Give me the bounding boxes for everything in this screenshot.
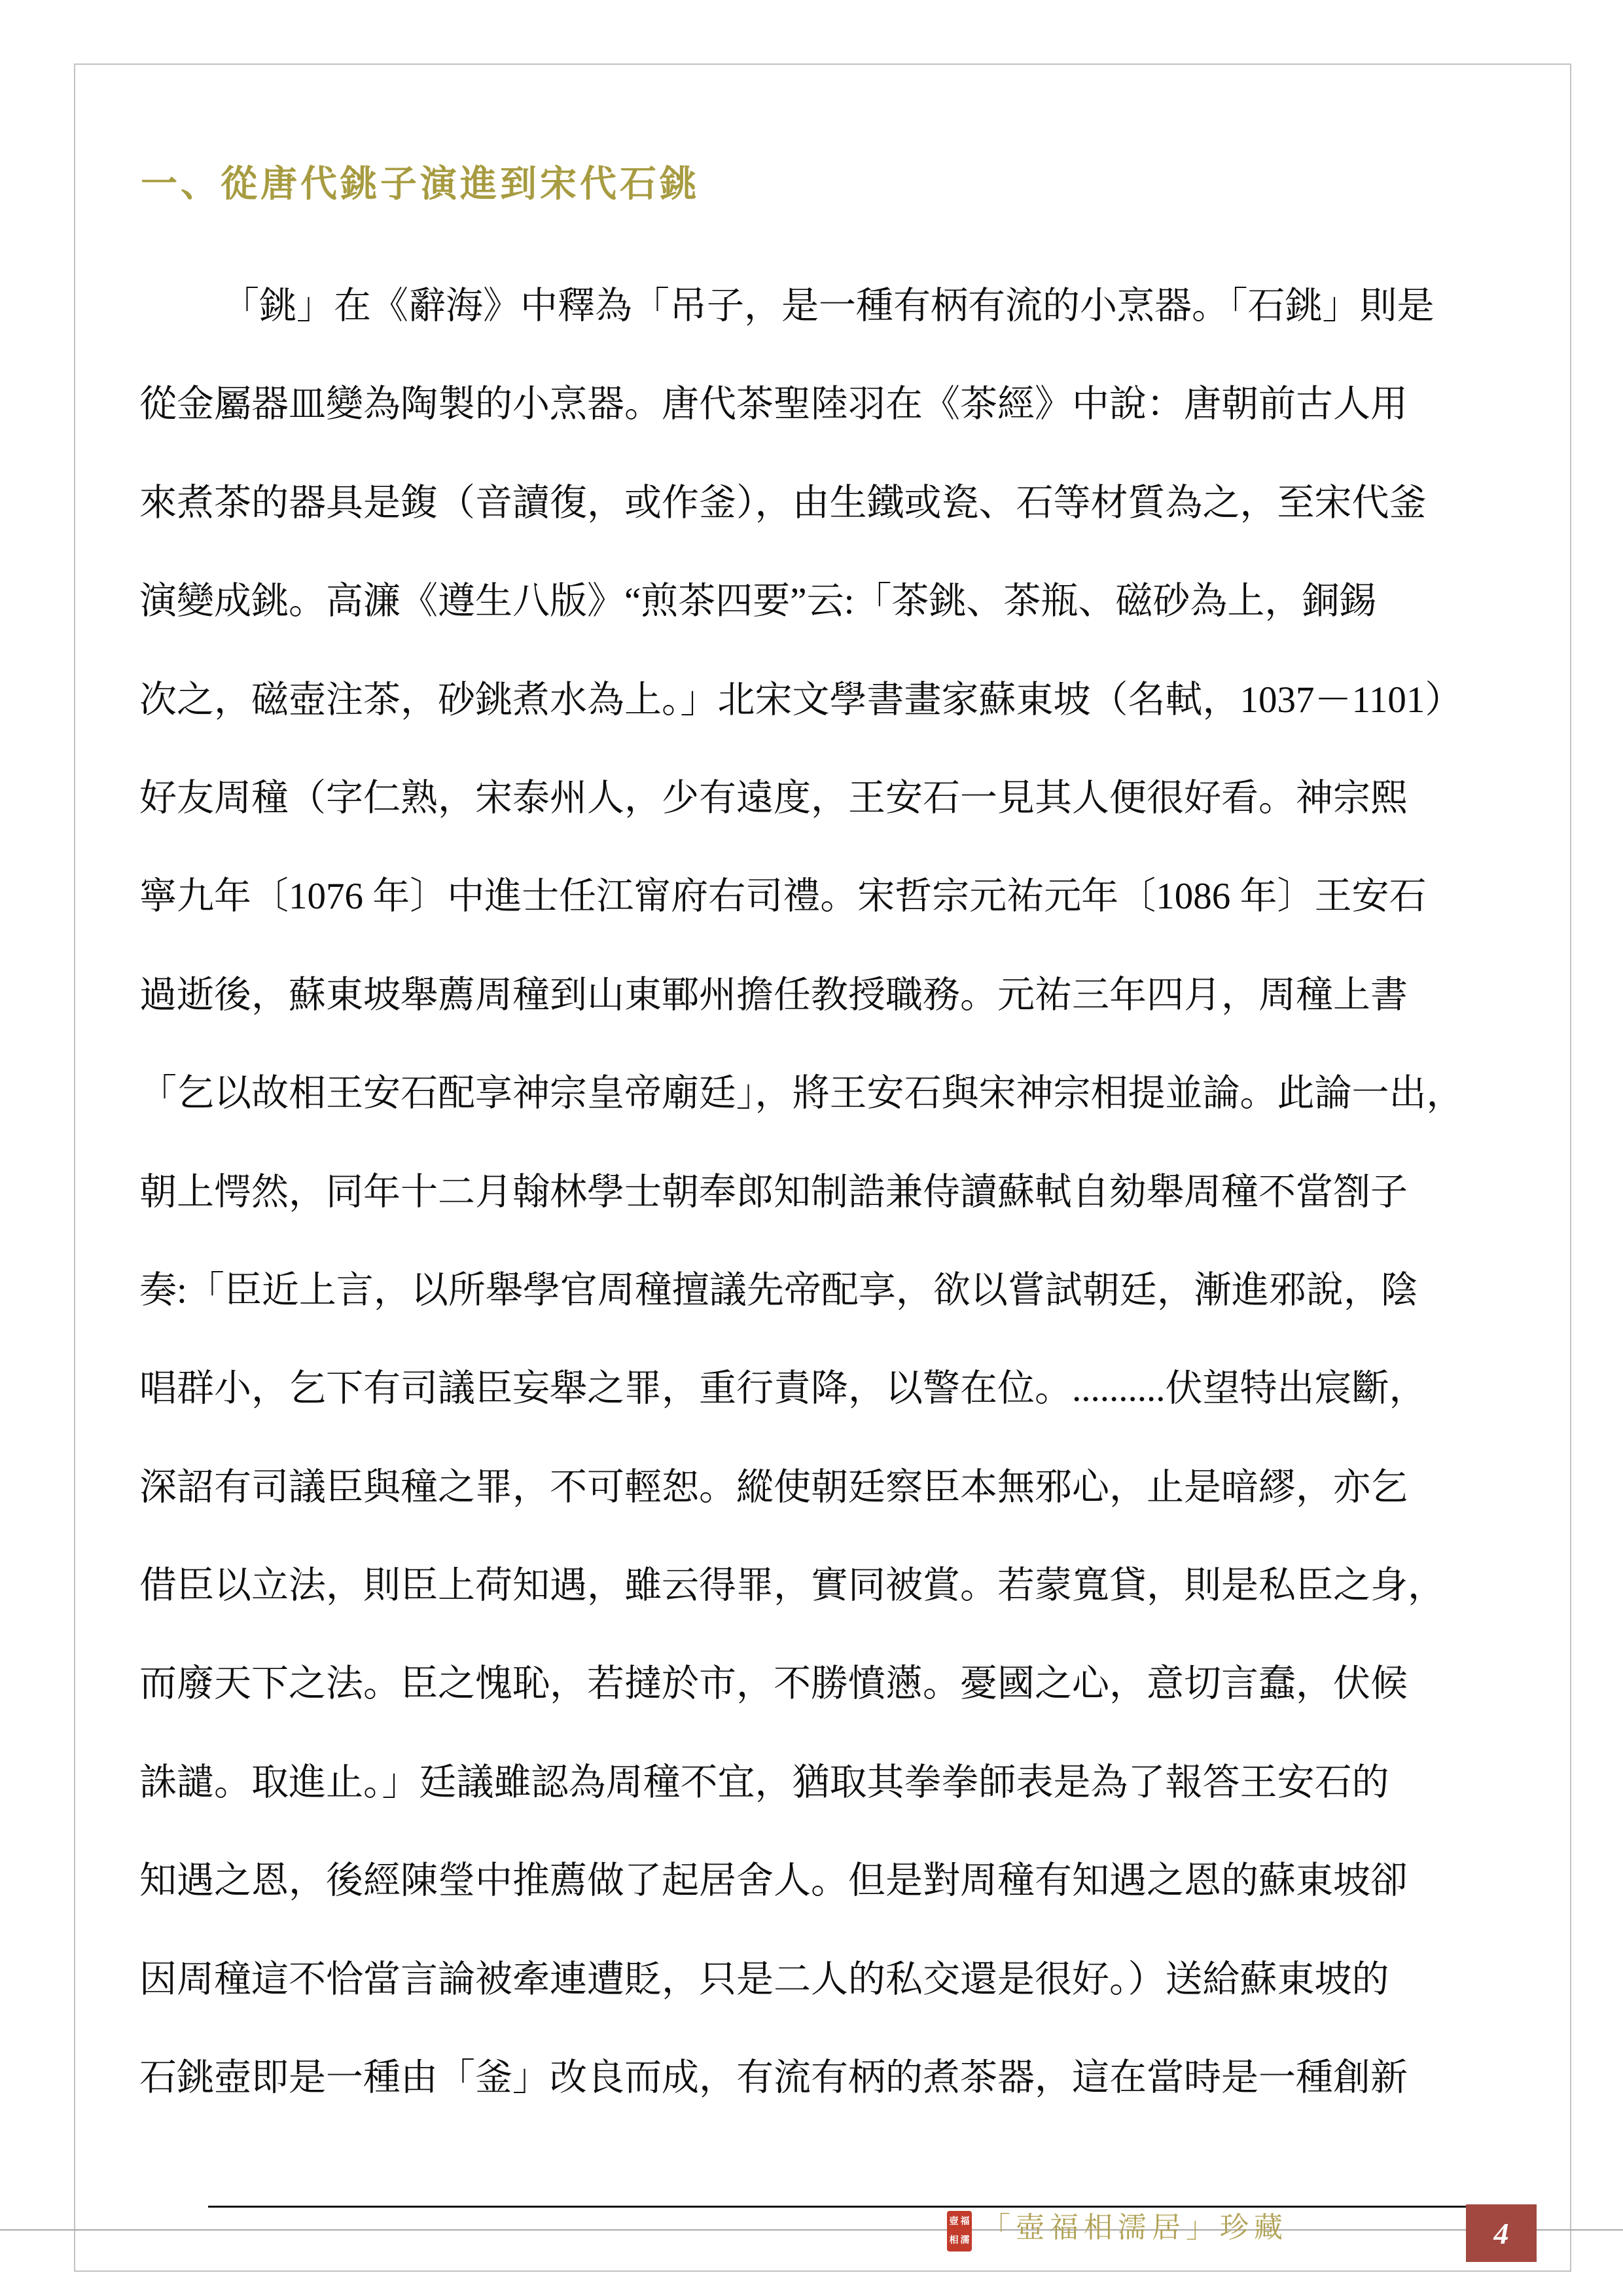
section-heading: 一、從唐代銚子演進到宋代石銚 — [141, 164, 700, 205]
body-line: 奏:「臣近上言，以所舉學官周穜擅議先帝配享，欲以嘗試朝廷，漸進邪說，陰 — [139, 1269, 1418, 1311]
body-line: 而廢天下之法。臣之愧恥，若撻於市，不勝憤懣。憂國之心，意切言蠢，伏候 — [139, 1663, 1408, 1705]
body-line: 借臣以立法，則臣上荷知遇，雖云得罪，實同被賞。若蒙寬貸，則是私臣之身， — [139, 1565, 1445, 1607]
footer-caption: 「壺福相濡居」珍藏 — [982, 2212, 1288, 2244]
body-line: 「乞以故相王安石配享神宗皇帝廟廷」，將王安石與宋神宗相提並論。此論一出， — [139, 1073, 1464, 1115]
page-number: 4 — [1493, 2216, 1509, 2250]
body-line: 因周穜這不恰當言論被牽連遭貶，只是二人的私交還是很好。）送給蘇東坡的 — [139, 1958, 1389, 2000]
body-line: 寧九年〔1076 年〕中進士任江甯府右司禮。宋哲宗元祐元年〔1086 年〕王安石 — [139, 876, 1427, 918]
body-line: 演變成銚。高濂《遵生八版》“煎茶四要”云:「茶銚、茶瓶、磁砂為上，銅錫 — [139, 581, 1377, 622]
body-line: 來煮茶的器具是鍑（音讀復，或作釜），由生鐵或瓷、石等材質為之，至宋代釜 — [139, 482, 1427, 524]
body-line: 朝上愕然，同年十二月翰林學士朝奉郎知制誥兼侍讀蘇軾自劾舉周穜不當劄子 — [139, 1171, 1408, 1213]
body-line: 「銚」在《辭海》中釋為「吊子，是一種有柄有流的小烹器。「石銚」則是 — [222, 285, 1435, 327]
body-line: 知遇之恩，後經陳瑩中推薦做了起居舍人。但是對周穜有知遇之恩的蘇東坡卻 — [139, 1860, 1408, 1902]
body-line: 石銚壺即是一種由「釜」改良而成，有流有柄的煮茶器，這在當時是一種創新 — [139, 2057, 1408, 2099]
body-line: 好友周穜（字仁熟，宋泰州人，少有遠度，王安石一見其人便很好看。神宗熙 — [139, 777, 1408, 819]
body-line: 唱群小，乞下有司議臣妄舉之罪，重行責降，以警在位。..........伏望特出宸斷， — [139, 1368, 1427, 1410]
body-line: 次之，磁壺注茶，砂銚煮水為上。」北宋文學書畫家蘇東坡（名軾，1037－1101） — [139, 679, 1463, 721]
seal-char: 濡 — [960, 2235, 970, 2246]
body-text — [139, 257, 1494, 2127]
collection-seal-icon — [947, 2211, 972, 2251]
seal-char: 福 — [960, 2216, 970, 2227]
seal-char: 相 — [949, 2235, 959, 2246]
footer-rule-black — [208, 2206, 1537, 2208]
body-line: 深詔有司議臣與穜之罪，不可輕恕。縱使朝廷察臣本無邪心，止是暗繆，亦乞 — [139, 1466, 1408, 1508]
seal-char: 壺 — [949, 2216, 959, 2227]
footer-rule-gray — [0, 2229, 1623, 2231]
body-line: 誅譴。取進止。」廷議雖認為周穜不宜，猶取其拳拳師表是為了報答王安石的 — [139, 1761, 1389, 1803]
page-number-badge — [1466, 2204, 1537, 2262]
body-line: 從金屬器皿變為陶製的小烹器。唐代茶聖陸羽在《茶經》中說：唐朝前古人用 — [139, 384, 1408, 425]
body-line: 過逝後，蘇東坡舉薦周穜到山東鄆州擔任教授職務。元祐三年四月，周穜上書 — [139, 974, 1408, 1016]
